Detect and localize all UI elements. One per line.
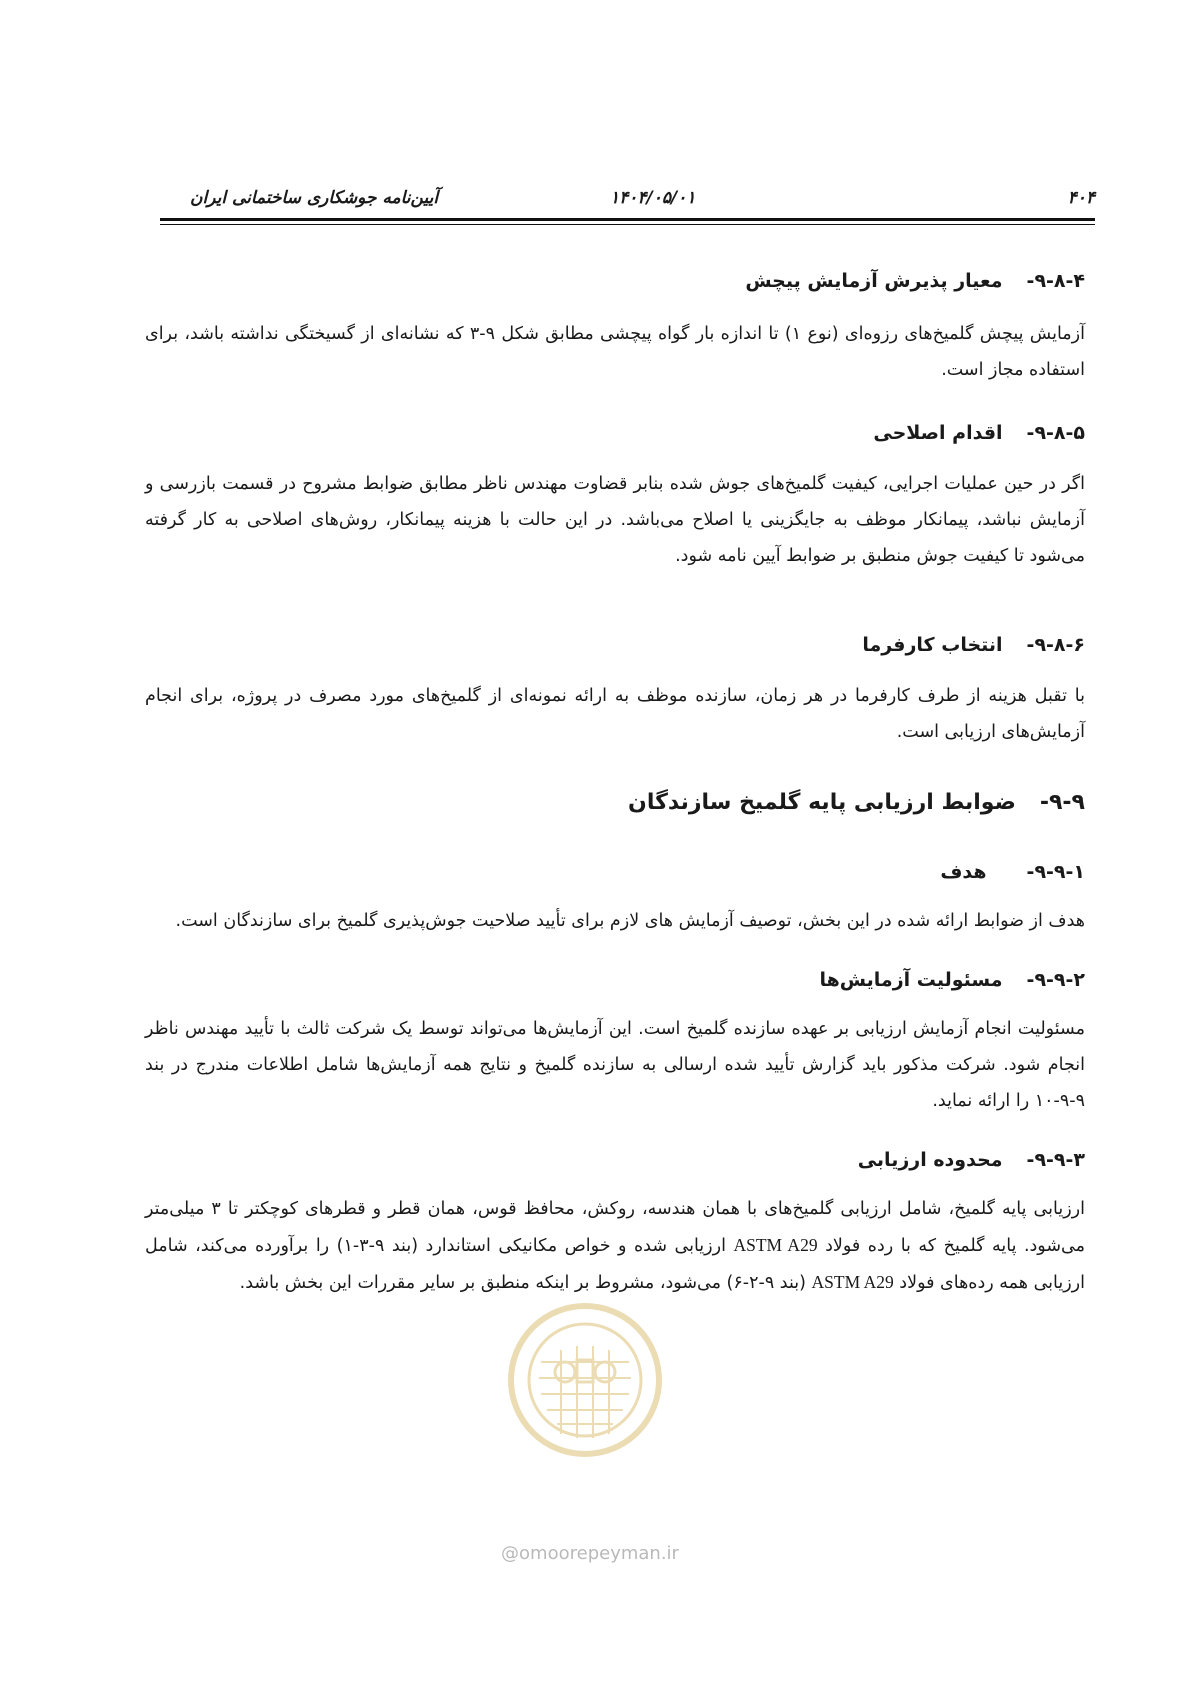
section-heading-9-9: ۹-۹-ضوابط ارزیابی پایه گلمیخ سازندگان [628, 790, 1085, 815]
section-heading-9-8-5: ۹-۸-۵-اقدام اصلاحی [873, 422, 1085, 444]
header-rule-thick [160, 218, 1095, 221]
page-header [160, 188, 1095, 212]
section-heading-9-8-6: ۹-۸-۶-انتخاب کارفرما [862, 634, 1085, 656]
section-heading-9-9-1: ۹-۹-۱-هدف [940, 861, 1085, 883]
header-date: ۱۴۰۴/۰۵/۰۱ [610, 188, 696, 208]
watermark-url: @omoorepeyman.ir [501, 1543, 679, 1564]
section-heading-9-9-2: ۹-۹-۲-مسئولیت آزمایش‌ها [819, 969, 1085, 991]
section-heading-9-9-3: ۹-۹-۳-محدوده ارزیابی [857, 1149, 1085, 1171]
steel-grade: ASTM A29 [811, 1272, 894, 1292]
page-content [145, 270, 1085, 1301]
watermark-seal-icon [505, 1300, 665, 1460]
section-body-9-8-6: با تقبل هزینه از طرف کارفرما در هر زمان، سازنده موظف به ارائه نمونه‌ای از گلمیخ‌های مورد مصرف در پروژه، برای انجام آزمایش‌های ارزیابی است. [145, 686, 1085, 742]
header-rule-thin [160, 224, 1095, 225]
section-body-9-9-3: ارزیابی پایه گلمیخ، شامل ارزیابی گلمیخ‌های با همان هندسه، روکش، محافظ قوس، همان قطر و قطرهای کوچکتر تا ۳ میلی‌متر می‌شود. پایه گلمیخ که با رده فولاد ASTM A29 ارزیابی شده و خواص مکانیکی استاندارد (بند ۹-۳-۱) را برآورده می‌کند، شامل ارزیابی همه رده‌های فولاد ASTM A29 (بند ۹-۲-۶) می‌شود، مشروط بر اینکه منطبق بر سایر مقررات این بخش باشد. [145, 1199, 1085, 1293]
section-heading-9-8-4: ۹-۸-۴-معیار پذیرش آزمایش پیچش [745, 270, 1085, 292]
section-body-9-9-1: هدف از ضوابط ارائه شده در این بخش، توصیف آزمایش های لازم برای تأیید صلاحیت جوش‌پذیری گلمیخ برای سازندگان است. [175, 911, 1085, 931]
section-body-9-8-4: آزمایش پیچش گلمیخ‌های رزوه‌ای (نوع ۱) تا اندازه بار گواه پیچشی مطابق شکل ۹-۳ که نشانه‌ای از گسیختگی نداشته باشد، برای استفاده مجاز است. [145, 324, 1085, 380]
page-number: ۴۰۴ [1067, 188, 1095, 208]
book-title: آیین‌نامه جوشکاری ساختمانی ایران [190, 188, 439, 208]
section-body-9-8-5: اگر در حین عملیات اجرایی، کیفیت گلمیخ‌های جوش شده بنابر قضاوت مهندس ناظر مطابق ضوابط مشروح در قسمت بازرسی و آزمایش نباشد، پیمانکار موظف به جایگزینی یا اصلاح می‌باشد. در این حالت با هزینه پیمانکار، روش‌های اصلاحی به کار گرفته می‌شود تا کیفیت جوش منطبق بر ضوابط آیین نامه شود. [145, 474, 1085, 566]
steel-grade: ASTM A29 [733, 1235, 818, 1255]
section-body-9-9-2: مسئولیت انجام آزمایش ارزیابی بر عهده سازنده گلمیخ است. این آزمایش‌ها می‌تواند توسط یک شرکت ثالث با تأیید مهندس ناظر انجام شود. شرکت مذکور باید گزارش تأیید شده ارسالی به سازنده گلمیخ و نتایج همه آزمایش‌ها شامل اطلاعات مندرج در بند ۹-۹-۱۰ را ارائه نماید. [145, 1019, 1085, 1111]
